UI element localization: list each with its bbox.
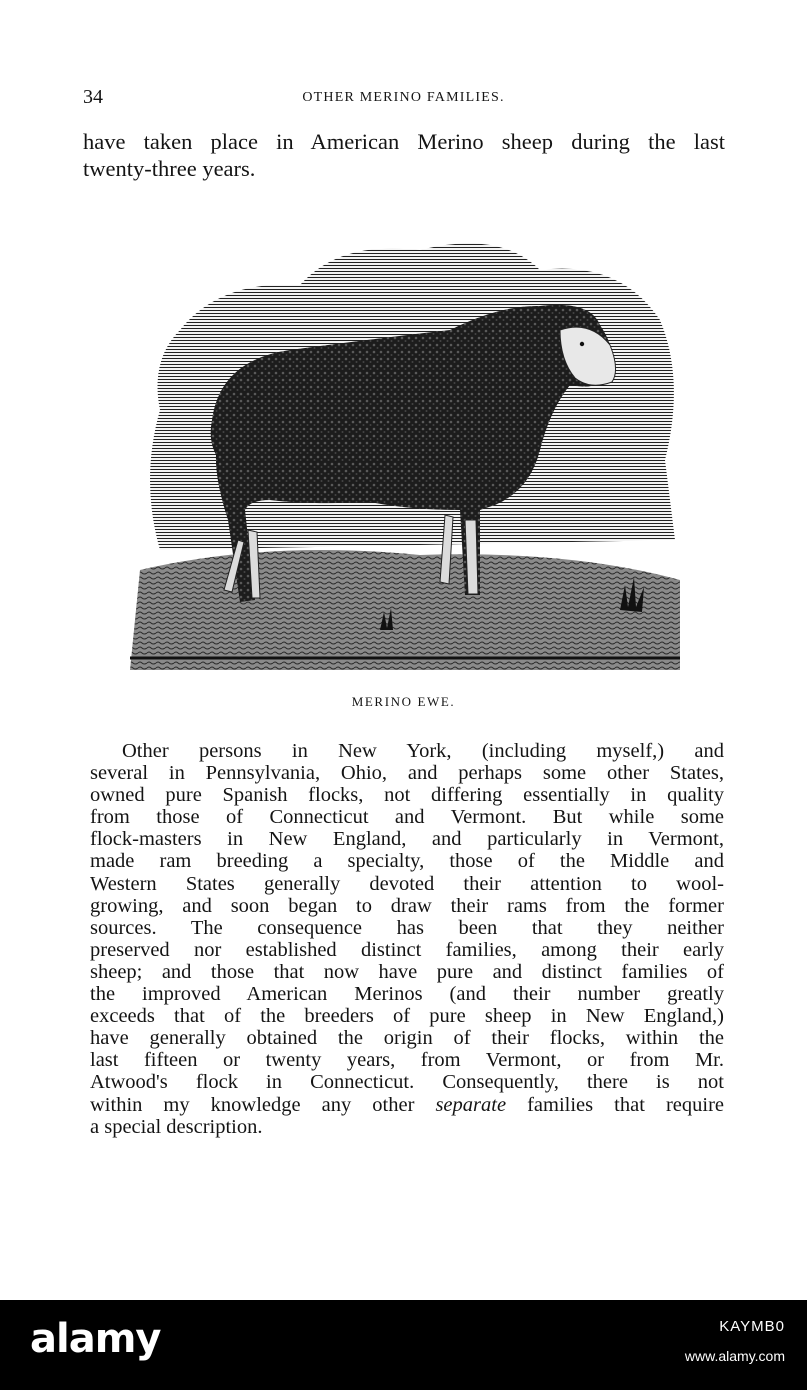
merino-ewe-engraving xyxy=(120,210,690,680)
paragraph-line: growing, and soon began to draw their rams from the former xyxy=(90,894,724,917)
alamy-logo: alamy xyxy=(30,1316,161,1362)
paragraph-line: sources. The consequence has been that they neither xyxy=(90,916,724,939)
paragraph-line: owned pure Spanish flocks, not differing essentially in quality xyxy=(90,784,724,807)
paragraph-line: have generally obtained the origin of their flocks, within the xyxy=(90,1027,724,1050)
paragraph-line xyxy=(90,1094,724,1116)
site-url: www.alamy.com xyxy=(684,1348,785,1364)
intro-line: twenty-three years. xyxy=(83,156,256,181)
page-number: 34 xyxy=(83,86,103,108)
emphasized-word: separate xyxy=(435,1093,507,1116)
ground xyxy=(130,550,680,670)
paragraph-line: the improved American Merinos (and their number greatly xyxy=(90,983,724,1006)
figure-caption: MERINO EWE. xyxy=(351,694,456,709)
paragraph-line: a special description. xyxy=(90,1115,263,1138)
intro-line: have taken place in American Merino sheep during the last xyxy=(83,129,725,154)
body-paragraph xyxy=(90,740,724,1138)
running-title: OTHER MERINO FAMILIES. xyxy=(302,90,505,105)
paragraph-line: Western States generally devoted their attention to wool- xyxy=(90,872,724,895)
paragraph-line: from those of Connecticut and Vermont. But while some xyxy=(90,806,724,829)
paragraph-text: families that require xyxy=(506,1093,724,1116)
image-id: KAYMB0 xyxy=(719,1318,785,1335)
paragraph-line: last fifteen or twenty years, from Vermont, or from Mr. xyxy=(90,1049,724,1072)
paragraph-line: several in Pennsylvania, Ohio, and perhaps some other States, xyxy=(90,762,724,785)
paragraph-line: Other persons in New York, (including myself,) and xyxy=(122,740,724,762)
paragraph-line: flock-masters in New England, and particularly in Vermont, xyxy=(90,828,724,851)
watermark-banner xyxy=(0,1300,807,1390)
paragraph-line: sheep; and those that now have pure and distinct families of xyxy=(90,960,724,983)
paragraph-text: within my knowledge any other xyxy=(90,1093,436,1116)
paragraph-line: made ram breeding a specialty, those of the Middle and xyxy=(90,850,724,873)
paragraph-line: preserved nor established distinct families, among their early xyxy=(90,938,724,961)
intro-text xyxy=(83,128,725,182)
paragraph-line: Atwood's flock in Connecticut. Consequently, there is not xyxy=(90,1071,724,1094)
paragraph-line: exceeds that of the breeders of pure sheep in New England,) xyxy=(90,1005,724,1028)
